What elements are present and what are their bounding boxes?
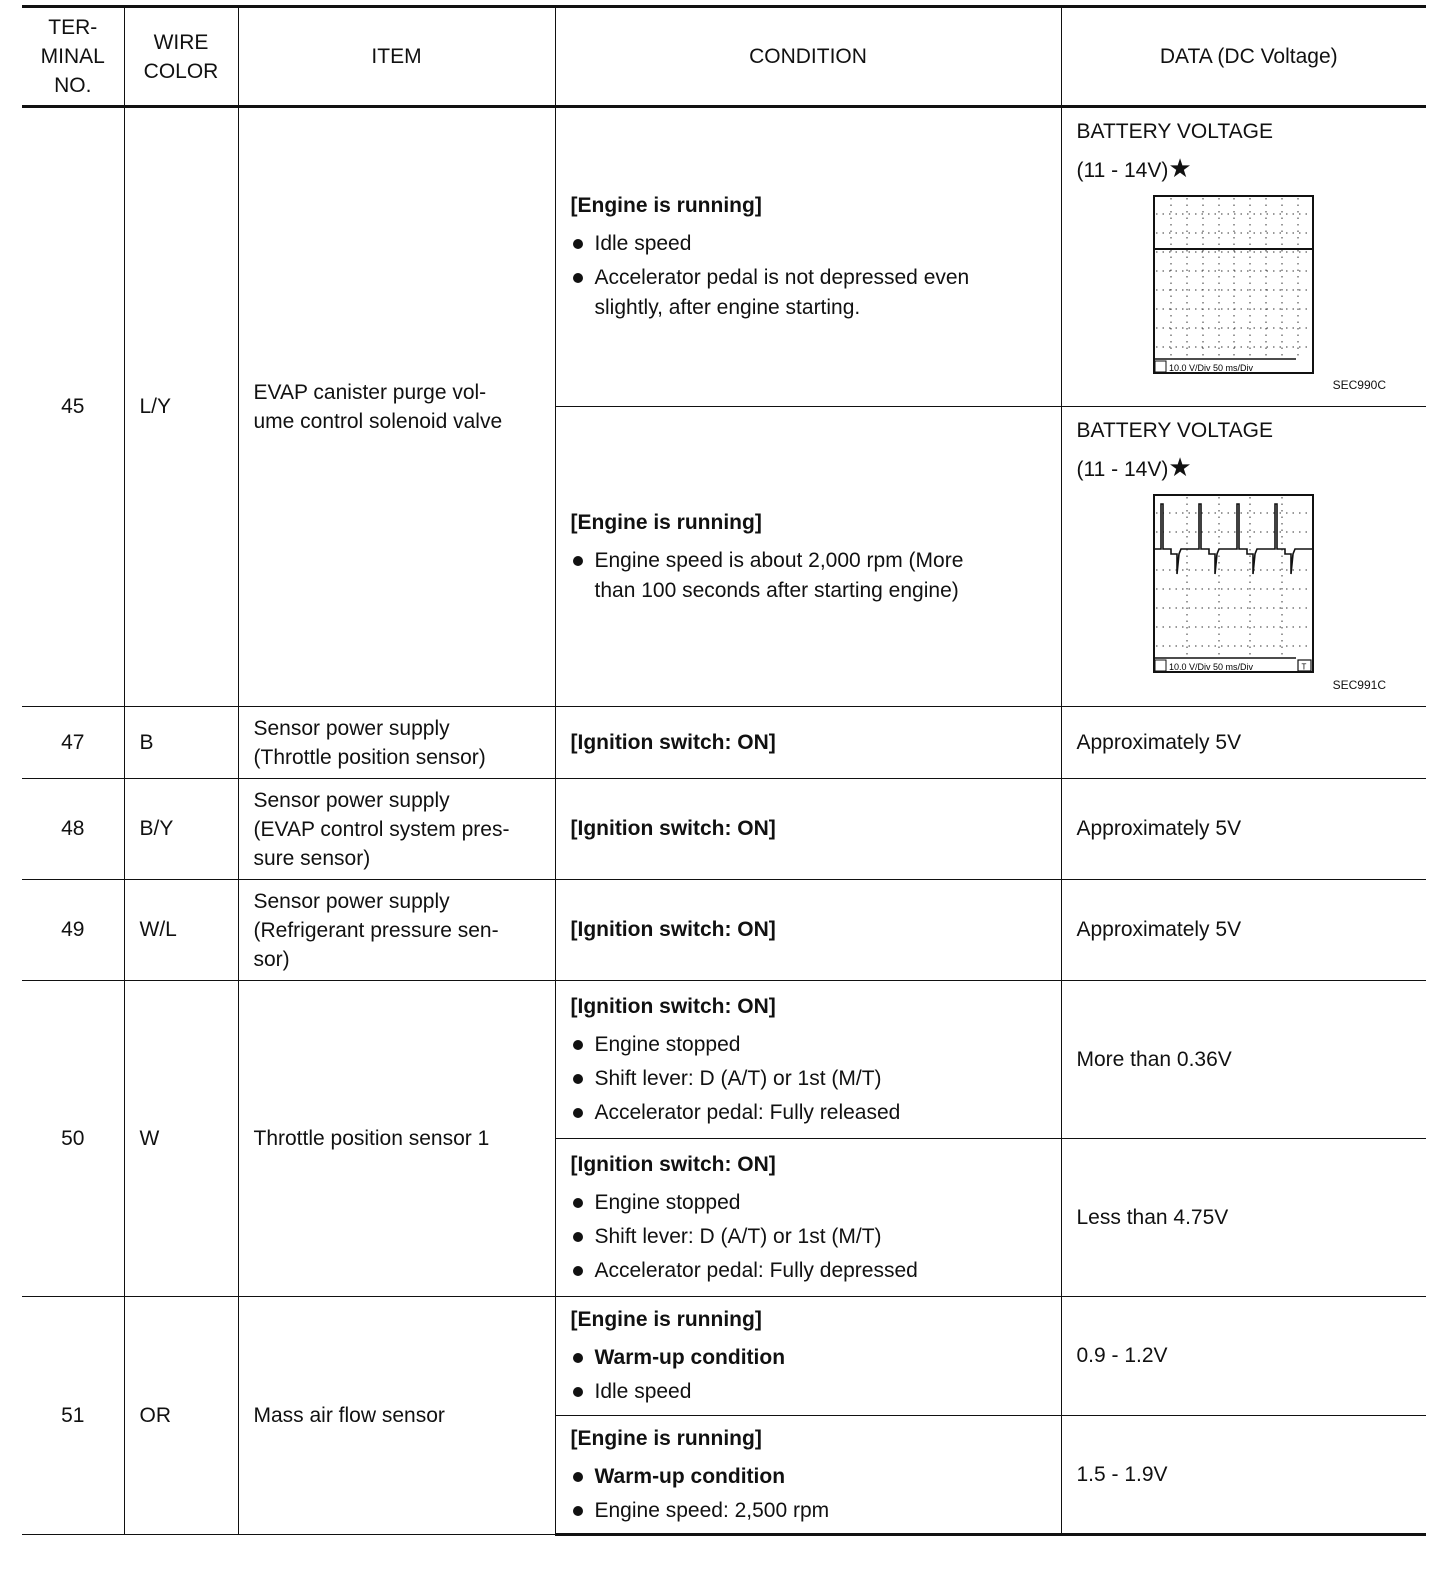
condition-bullet: Warm-up condition [571, 1343, 1049, 1373]
item-line: Sensor power supply [253, 788, 450, 812]
item-line: sure sensor) [253, 846, 371, 870]
table-row [22, 707, 1426, 779]
item-line: Sensor power supply [253, 716, 450, 740]
data-value: Approximately 5V [1061, 707, 1426, 779]
terminal-no: 50 [22, 981, 124, 1297]
condition-bullet: Engine speed: 2,500 rpm [571, 1496, 1049, 1526]
table-row [22, 107, 1426, 407]
scope-frame [1154, 495, 1313, 672]
item-line: (EVAP control system pres- [253, 817, 510, 841]
header-data: DATA (DC Voltage) [1061, 7, 1426, 107]
condition-cell [555, 981, 1061, 1139]
data-value: BATTERY VOLTAGE [1076, 120, 1273, 143]
header-terminal-line: MINAL [40, 45, 105, 68]
figure-code: SEC990C [1332, 378, 1386, 392]
item-cell: Throttle position sensor 1 [238, 981, 555, 1297]
table-row [22, 880, 1426, 981]
header-wire-color [124, 7, 238, 107]
data-cell [1061, 107, 1426, 407]
terminal-no: 47 [22, 707, 124, 779]
table-row [22, 1297, 1426, 1416]
scope-frame [1154, 196, 1313, 373]
table-row [22, 981, 1426, 1139]
bullet-line: than 100 seconds after starting engine) [594, 578, 959, 602]
condition-heading: [Ignition switch: ON] [570, 1152, 776, 1176]
condition-bullet: Idle speed [571, 1377, 1049, 1407]
header-wire-line: COLOR [143, 59, 219, 83]
oscilloscope-waveform-idle [1153, 195, 1315, 377]
condition-heading: [Ignition switch: ON] [570, 918, 776, 941]
condition-heading: [Engine is running] [570, 510, 762, 534]
condition-cell [555, 1297, 1061, 1416]
scope-channel-marker [1155, 361, 1166, 372]
condition-bullet: Idle speed [571, 229, 1049, 259]
scope-scale-label: 10.0 V/Div 50 ms/Div [1168, 363, 1253, 373]
condition-cell [555, 707, 1061, 779]
condition-bullet [571, 263, 1049, 323]
condition-heading: [Engine is running] [570, 1426, 762, 1450]
wire-color: B/Y [124, 779, 238, 880]
data-value-range [1077, 449, 1427, 488]
wire-color: W/L [124, 880, 238, 981]
data-cell [1061, 407, 1426, 707]
condition-bullet [571, 546, 1049, 606]
voltage-range: (11 - 14V) [1076, 159, 1169, 182]
table-header-row [22, 7, 1426, 107]
condition-bullet: Engine stopped [571, 1030, 1049, 1060]
wire-color: B [124, 707, 238, 779]
header-item: ITEM [238, 7, 555, 107]
item-line: (Refrigerant pressure sen- [253, 918, 499, 942]
scope-channel-marker [1155, 660, 1166, 671]
bullet-line: Accelerator pedal is not depressed even [594, 266, 970, 289]
data-value: Less than 4.75V [1061, 1139, 1426, 1297]
condition-bullet: Accelerator pedal: Fully released [571, 1098, 1049, 1128]
condition-cell [555, 880, 1061, 981]
wire-color: L/Y [124, 107, 238, 707]
wire-color: OR [124, 1297, 238, 1535]
item-cell [238, 779, 555, 880]
voltage-range: (11 - 14V) [1076, 458, 1169, 481]
item-cell [238, 880, 555, 981]
oscilloscope-waveform-2000rpm [1153, 494, 1315, 676]
bullet-line: slightly, after engine starting. [594, 296, 861, 319]
item-line: ume control solenoid valve [253, 410, 503, 433]
bullet-line: Engine speed is about 2,000 rpm (More [594, 548, 964, 572]
star-icon: ★ [1168, 153, 1192, 183]
terminal-data-table [22, 5, 1426, 1536]
figure-code: SEC991C [1332, 678, 1386, 692]
condition-cell [555, 1416, 1061, 1535]
condition-heading: [Engine is running] [570, 194, 762, 217]
scope-trigger-label: T [1301, 662, 1306, 672]
data-value: More than 0.36V [1061, 981, 1426, 1139]
terminal-no: 49 [22, 880, 124, 981]
scope-scale-label: 10.0 V/Div 50 ms/Div [1168, 662, 1253, 672]
condition-bullet: Warm-up condition [571, 1462, 1049, 1492]
condition-cell [555, 779, 1061, 880]
condition-heading: [Ignition switch: ON] [570, 994, 776, 1018]
header-terminal-line: NO. [54, 74, 92, 97]
condition-bullet: Shift lever: D (A/T) or 1st (M/T) [571, 1064, 1049, 1094]
data-value: Approximately 5V [1061, 779, 1426, 880]
condition-bullet: Accelerator pedal: Fully depressed [571, 1256, 1049, 1286]
item-line: Sensor power supply [253, 889, 450, 913]
data-value: BATTERY VOLTAGE [1076, 419, 1273, 442]
condition-bullet: Shift lever: D (A/T) or 1st (M/T) [571, 1222, 1049, 1252]
terminal-no: 48 [22, 779, 124, 880]
item-line: (Throttle position sensor) [253, 745, 486, 769]
condition-heading: [Ignition switch: ON] [570, 817, 776, 840]
table-row [22, 779, 1426, 880]
item-cell [238, 107, 555, 707]
condition-bullet: Engine stopped [571, 1188, 1049, 1218]
item-line: EVAP canister purge vol- [253, 381, 487, 404]
item-cell: Mass air flow sensor [238, 1297, 555, 1535]
condition-heading: [Engine is running] [570, 1308, 762, 1331]
header-terminal-line: TER- [48, 16, 98, 39]
condition-cell [555, 107, 1061, 407]
data-value: Approximately 5V [1061, 880, 1426, 981]
star-icon: ★ [1168, 452, 1192, 482]
terminal-no: 51 [22, 1297, 124, 1535]
header-condition: CONDITION [555, 7, 1061, 107]
wire-color: W [124, 981, 238, 1297]
header-wire-line: WIRE [153, 30, 209, 54]
condition-heading: [Ignition switch: ON] [570, 730, 776, 754]
header-terminal-no [22, 7, 124, 107]
terminal-no: 45 [22, 107, 124, 707]
data-value-range [1077, 150, 1427, 189]
data-value: 0.9 - 1.2V [1061, 1297, 1426, 1416]
data-value: 1.5 - 1.9V [1061, 1416, 1426, 1535]
item-cell [238, 707, 555, 779]
condition-cell [555, 1139, 1061, 1297]
condition-cell [555, 407, 1061, 707]
item-line: sor) [253, 947, 290, 971]
